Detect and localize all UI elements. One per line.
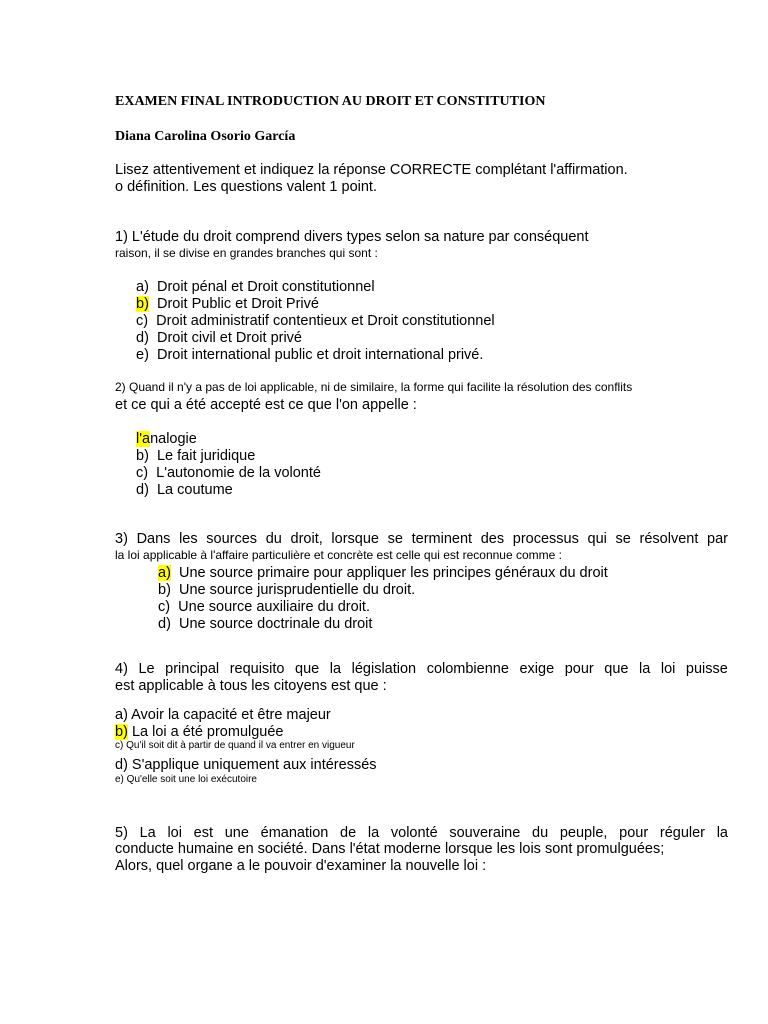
word: émanation [260,825,329,841]
option-text: Droit international public et droit international privé. [156,347,484,363]
selected-answer-marker: b) [115,724,128,740]
option-marker: a) [115,707,128,723]
question-5-text-cont: conducte humaine en société. Dans l'état moderne lorsque les lois sont promulguées; [115,841,665,857]
word: terminent [411,531,473,547]
question-2-text: 2) Quand il n'y a pas de loi applicable, ni de similaire, la forme qui facilite la résolution des conflits [115,380,633,394]
option-marker: e) [136,347,149,363]
option-text: Une source doctrinale du droit [178,616,373,632]
q1-option-e [136,348,483,363]
word: 4) [115,661,128,677]
word: de [340,825,357,841]
word: volonté [390,825,438,841]
option-text: Une source jurisprudentielle du droit. [178,582,416,598]
option-text: L'autonomie de la volonté [156,465,321,481]
q4-option-a [115,708,331,723]
option-text: La coutume [156,482,233,498]
q2-option-b [136,449,255,464]
question-1-text: 1) L'étude du droit comprend divers types selon sa nature par conséquent [115,229,589,245]
q2-option-c [136,466,321,481]
q4-option-c: c) Qu'il soit dit à partir de quand il va entrer en vigueur [115,740,355,751]
q1-option-d [136,331,302,346]
word: pour [619,825,649,841]
word: loi [660,661,676,677]
option-text: Avoir la capacité et être majeur [131,707,331,723]
word: la [716,825,728,841]
word: se [387,531,403,547]
word: exige [519,661,555,677]
word: principal [165,661,220,677]
word: est [193,825,214,841]
document-title: EXAMEN FINAL INTRODUCTION AU DROIT ET CONSTITUTION [115,94,546,109]
word: la [367,825,380,841]
word: pour [564,661,594,677]
option-text: La loi a été promulguée [131,724,284,740]
word: la [329,661,342,677]
word: lorsque [331,531,379,547]
word: sources [206,531,258,547]
question-3-text-cont: la loi applicable à l'affaire particulière et concrète est celle qui est reconnue comme : [115,548,562,562]
word: que [604,661,629,677]
option-marker: d) [136,482,149,498]
word: réguler [659,825,705,841]
question-5-text [115,826,728,841]
option-marker: b) [136,448,149,464]
option-text: Droit civil et Droit privé [156,330,302,346]
word: Le [138,661,155,677]
author-name: Diana Carolina Osorio García [115,129,296,144]
option-text: Droit administratif contentieux et Droit constitutionnel [156,313,495,329]
word: 5) [115,825,128,841]
instructions-line-1: Lisez attentivement et indiquez la réponse CORRECTE complétant l'affirmation. [115,162,628,178]
selected-answer-marker: a) [158,565,171,581]
word: les [179,531,198,547]
q3-option-d [158,617,372,632]
option-marker: c) [136,465,149,481]
selected-answer-marker: b) [136,296,149,312]
option-text: Une source auxiliaire du droit. [178,599,370,615]
word: une [224,825,249,841]
word: se [615,531,631,547]
q3-option-c [158,600,370,615]
q3-option-b [158,583,415,598]
option-marker: d) [136,330,149,346]
word: Dans [136,531,171,547]
word: puisse [685,661,728,677]
option-marker: c) [136,313,149,329]
question-2-text-cont: et ce qui a été accepté est ce que l'on appelle : [115,397,417,413]
option-marker: c) [158,599,171,615]
q1-option-c [136,314,495,329]
word: La [139,825,156,841]
question-3-text [115,532,728,547]
word: la [639,661,651,677]
q1-option-a [136,280,375,295]
q4-option-e: e) Qu'elle soit une loi exécutoire [115,774,257,785]
word: colombienne [426,661,509,677]
word: requisito [229,661,285,677]
word: résolvent [639,531,699,547]
question-4-text [115,662,728,677]
option-text: nalogie [150,431,197,447]
word: loi [167,825,182,841]
word: par [707,531,728,547]
q4-option-d: d) S'applique uniquement aux intéressés [115,757,377,773]
question-4-text-cont: est applicable à tous les citoyens est que : [115,678,387,694]
word: qui [587,531,607,547]
word: 3) [115,531,128,547]
q2-option-d [136,483,233,498]
word: que [295,661,320,677]
selected-answer-highlight: l'a [136,431,151,447]
question-5-text-cont-2: Alors, quel organe a le pouvoir d'examiner la nouvelle loi : [115,858,487,874]
option-marker: d) [158,616,171,632]
word: législation [351,661,417,677]
q3-option-a-selected [158,566,608,581]
word: du [265,531,282,547]
option-marker: b) [158,582,171,598]
word: du [532,825,549,841]
word: peuple, [559,825,608,841]
q4-option-b-selected [115,725,284,740]
option-text: Une source primaire pour appliquer les principes généraux du droit [178,565,608,581]
word: droit, [290,531,323,547]
option-text: Le fait juridique [156,448,256,464]
option-marker: a) [136,279,149,295]
instructions-line-2: o définition. Les questions valent 1 point. [115,179,377,195]
option-text: Droit pénal et Droit constitutionnel [156,279,375,295]
word: des [480,531,505,547]
question-1-text-cont: raison, il se divise en grandes branches qui sont : [115,246,378,260]
word: souveraine [449,825,521,841]
q2-option-a-selected [136,432,197,447]
word: processus [512,531,579,547]
q1-option-b-selected [136,297,319,312]
option-text: Droit Public et Droit Privé [156,296,319,312]
